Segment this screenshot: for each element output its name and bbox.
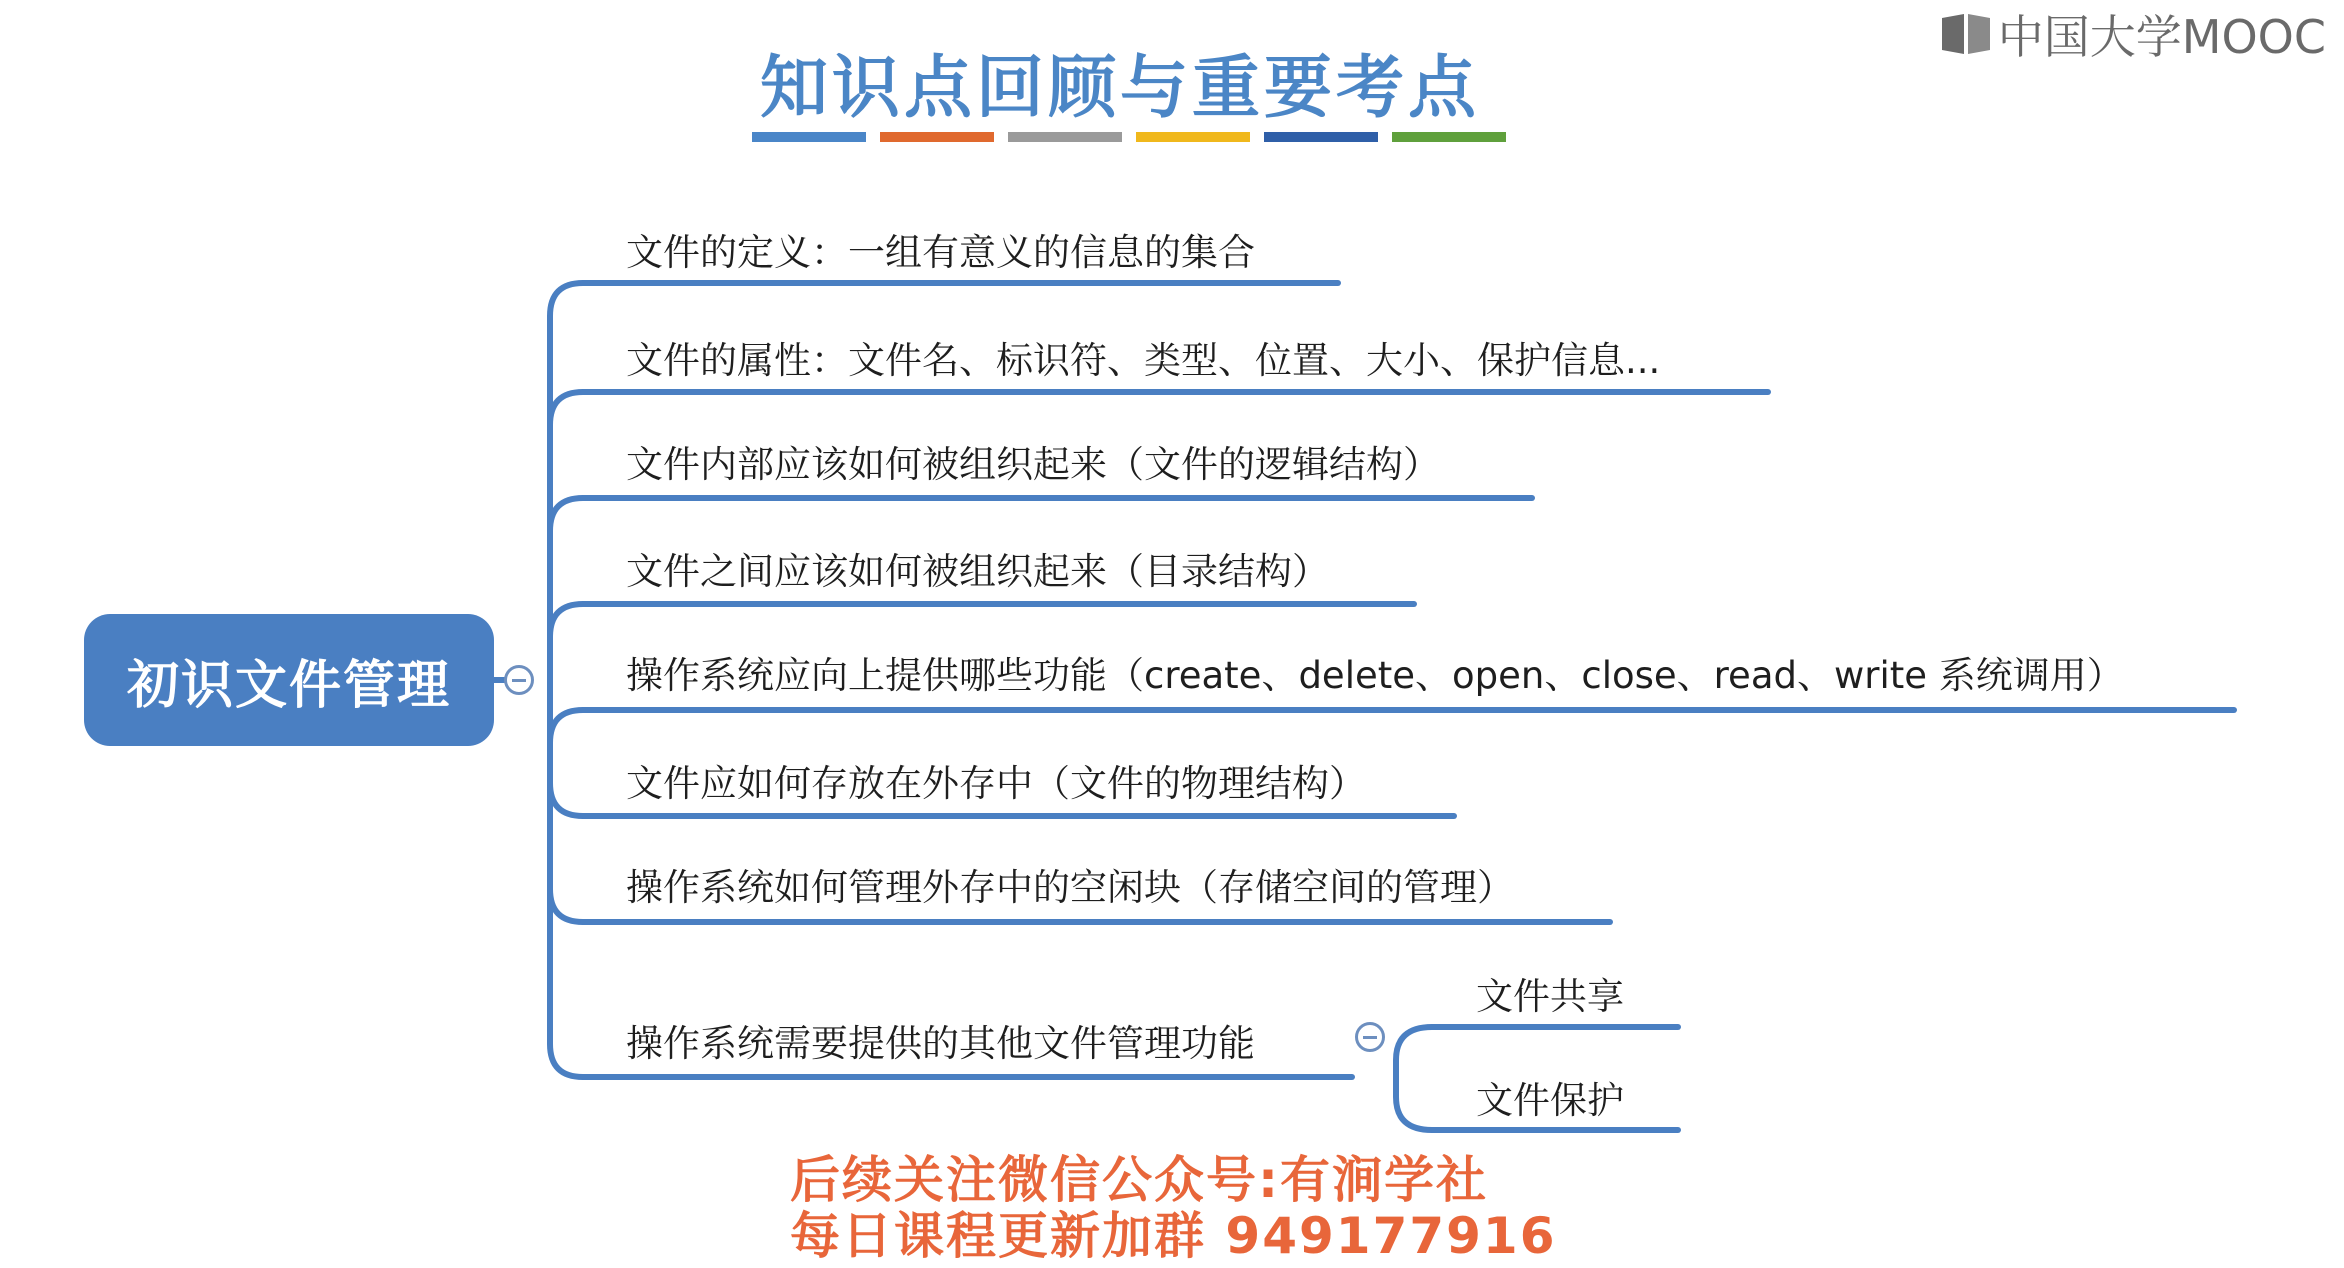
slide-title: 知识点回顾与重要考点 bbox=[759, 48, 1480, 128]
branch-os-functions[interactable]: 操作系统应向上提供哪些功能（create、delete、open、close、read、write 系统调用） bbox=[626, 654, 2124, 697]
branch-file-attributes[interactable]: 文件的属性：文件名、标识符、类型、位置、大小、保护信息... bbox=[626, 339, 1661, 382]
branch-directory-structure[interactable]: 文件之间应该如何被组织起来（目录结构） bbox=[626, 550, 1329, 593]
watermark-line-1: 后续关注微信公众号:有涧学社 bbox=[790, 1151, 1488, 1209]
central-topic[interactable]: 初识文件管理 bbox=[84, 614, 494, 746]
collapse-toggle-icon[interactable] bbox=[504, 665, 534, 695]
branch-logical-structure[interactable]: 文件内部应该如何被组织起来（文件的逻辑结构） bbox=[626, 443, 1440, 486]
branch-free-space-management[interactable]: 操作系统如何管理外存中的空闲块（存储空间的管理） bbox=[626, 866, 1514, 909]
sub-branch-file-protection[interactable]: 文件保护 bbox=[1476, 1079, 1624, 1122]
watermark-line-2: 每日课程更新加群 949177916 bbox=[790, 1207, 1557, 1265]
branch-other-functions[interactable]: 操作系统需要提供的其他文件管理功能 bbox=[626, 1022, 1255, 1065]
sub-branch-file-sharing[interactable]: 文件共享 bbox=[1476, 975, 1624, 1018]
branch-file-definition[interactable]: 文件的定义：一组有意义的信息的集合 bbox=[626, 231, 1255, 274]
collapse-toggle-icon-sub[interactable] bbox=[1355, 1022, 1385, 1052]
logo-text: 中国大学MOOC bbox=[1997, 10, 2326, 64]
branch-physical-structure[interactable]: 文件应如何存放在外存中（文件的物理结构） bbox=[626, 762, 1366, 805]
